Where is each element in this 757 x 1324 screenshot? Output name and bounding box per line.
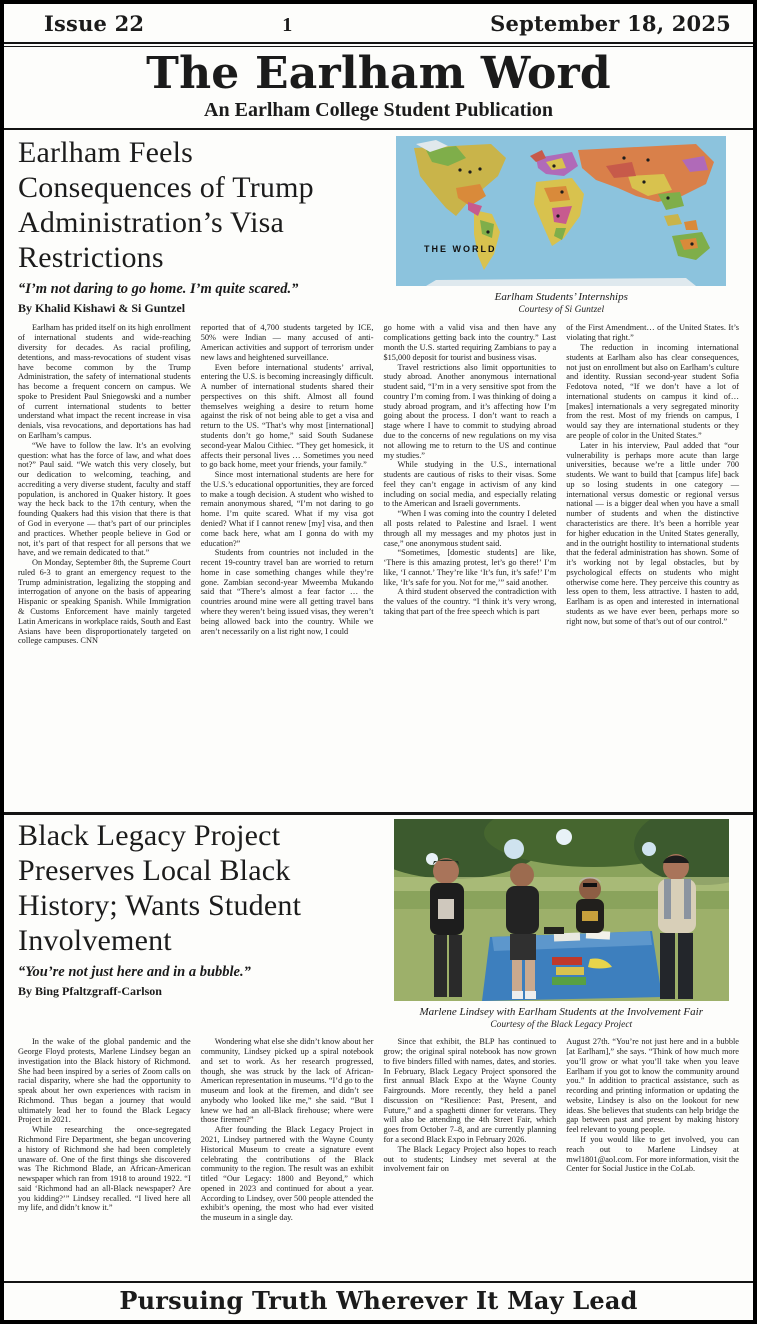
- article-2-figure: [384, 819, 740, 1030]
- publication-subtitle: An Earlham College Student Publication: [204, 99, 553, 122]
- involvement-fair-photo: [394, 819, 729, 1001]
- paragraph: Since most international students are here for the U.S.’s educational opportunities, they are forced to make a tough decision. A student who wished to remain anonymous shared, “I’m not daring to go home. I’m quite scared. What if my visa got denied? What if I cannot renew [my] visa, and then come back here, what am I gonna do with my education?”: [200, 470, 374, 548]
- paragraph: go home with a valid visa and then have any complications getting back into the country.” Last month the U.S. started requiring Zambians to pay a $15,000 deposit for tourist and business visas.: [383, 323, 557, 362]
- paragraph: A third student observed the contradiction with the values of the country. “I think it’s very wrong, taking that part of the free speech which is part: [383, 587, 557, 617]
- paragraph: If you would like to get involved, you can reach out to Marlene Lindsey at mwl1801@aol.com. For more information, visit the Center for Social Justice in the CoLab.: [566, 1135, 739, 1174]
- article-1-figure: [384, 136, 740, 316]
- paragraph: of the First Amendment… of the United States. It’s violating that right.”: [566, 323, 739, 343]
- paragraph: While studying in the U.S., international students are cautious of risks to their visas. Some feel they can’t engage in activism of any kind including on social media, and especially relating to the American and Israeli governments.: [383, 460, 557, 509]
- text-column: [18, 323, 191, 646]
- paragraph: Wondering what else she didn’t know about her community, Lindsey picked up a spiral notebook and set to work. As her research progressed, though, she was struck by the lack of African-American representation in museums. “I’d go to the museum and look at the firemen, and didn’t see anybody who looked like me,” she said. “But I knew we had an all-Black firehouse; where were those firemen?”: [200, 1037, 374, 1125]
- text-column: [384, 323, 557, 646]
- paragraph: “When I was coming into the country I deleted all posts related to Palestine and Israel. I went through all my messages and my photos just in case,” one anonymous student said.: [383, 509, 557, 548]
- text-column: [384, 1037, 557, 1223]
- paragraph: On Monday, September 8th, the Supreme Court ruled 6-3 to grant an emergency request to the Trump administration, legalizing the stopping and interrogation of anyone on the basis of appearing Hispanic or speaking Spanish. While Immigration & Customs Enforcement have mainly targeted Latin Americans in workplace raids, South and East Asians have been disproportionately targeted on college campuses. CNN: [18, 558, 191, 646]
- article-visa-restrictions: [4, 130, 753, 812]
- article-1-grid: [18, 136, 739, 646]
- paragraph: The reduction in incoming international students at Earlham also has clear consequences, not just on enrollment but also on Earlham’s culture and identity. Russian second-year student Sofia Fedotova noted, “If we don’t have a lot of international students on campus it kind of… [makes] internationals a very segregated minority from the rest. Most of my friends on campus, I would say they are international students or they are people of color in the United States.”: [566, 342, 739, 440]
- article-1-headline-block: [18, 136, 374, 316]
- world-map-image: [396, 136, 726, 286]
- publication-title: The Earlham Word: [146, 48, 611, 99]
- paragraph: Students from countries not included in the recent 19-country travel ban are worried to return home in case something changes while they’re gone. Zambian second-year Mweemba Mukando said that “There’s almost a fear factor … the countries around mine were all getting travel bans where they weren’t being issued visas, they weren’t being allowed back into the country. While we aren’t necessarily on a list right now, I could: [200, 548, 374, 636]
- footer-motto: Pursuing Truth Wherever It May Lead: [119, 1286, 638, 1315]
- article-2-headline-block: [18, 819, 374, 1030]
- article-1-pull-quote: “I’m not daring to go home. I’m quite scared.”: [18, 281, 299, 298]
- page-header: [4, 4, 753, 42]
- paragraph: reported that of 4,700 students targeted by ICE, 50% were Indian — many accused of anti-American activities and support of terrorism under new laws and heightened surveillance.: [200, 323, 374, 362]
- paragraph: After founding the Black Legacy Project in 2021, Lindsey partnered with the Wayne County Historical Museum to create a signature event celebrating the contributions of the Black community to the region. The result was an exhibit titled “Our Legacy: 1800 and Beyond,” which opened in 2023 and continued for about a year. According to Lindsey, over 500 people attended the exhibit’s opening, the most who had ever visited the museum in a single day.: [200, 1125, 374, 1223]
- paragraph: Even before international students’ arrival, entering the U.S. is becoming increasingly difficult. A number of international students shared their perspectives on this shift. Almost all found themselves weighing a desire to return home against the risk of not being able to get a visa and return to the US. “That’s why most [international] students don’t go home,” said South Sudanese second-year Malou Cithiec. “They get homesick, it affects their personal lives … Sometimes you need to go back home, meet your friends, your family.”: [200, 362, 374, 470]
- page-footer: [4, 1281, 753, 1320]
- figure-credit: Courtesy of the Black Legacy Project: [490, 1020, 633, 1031]
- masthead: [4, 47, 753, 128]
- text-column: [566, 1037, 739, 1223]
- figure-caption: Earlham Students’ Internships: [494, 291, 628, 304]
- article-1-byline: By Khalid Kishawi & Si Guntzel: [18, 301, 186, 316]
- paragraph: Earlham has prided itself on its high enrollment of international students and wide-reaching diversity for decades. As racial profiling, detentions, and mass-revocations of student visas have become common by the Trump Administration, the safety of international students has become a frequent concern on campus. We spoke to President Paul Sniegowski and a number of current international students to better understand what impact the recent increase in visa denials, visa revocations, and deportations has had on Earlham’s campus.: [18, 323, 191, 440]
- issue-date: September 18, 2025: [490, 11, 731, 36]
- person-3: [576, 877, 604, 933]
- text-column: [18, 1037, 191, 1223]
- page-number: 1: [282, 14, 293, 36]
- issue-number: Issue 22: [44, 11, 145, 36]
- article-2-figcaption: [384, 1006, 740, 1030]
- paragraph: In the wake of the global pandemic and the George Floyd protests, Marlene Lindsey began an investigation into the Black history of Richmond. She had been inspired by a series of Zoom calls on racial disparity, where she had the opportunity to speak about her own experiences with racism in Richmond. Thus began a journey that would ultimately lead her to found the Black Legacy Project in 2021.: [18, 1037, 191, 1125]
- figure-credit: Courtesy of Si Guntzel: [518, 305, 605, 316]
- paragraph: Since that exhibit, the BLP has continued to grow; the original spiral notebook has now grown to five binders filled with names, dates, and stories. In February, Black Legacy Project sponsored the first annual Black Expo at the Wayne County Fairgrounds. More recently, they held a panel discussion on “Resilience: Past, Present, and Future,” and a spaghetti dinner for veterans. They will also be attending the 4th Street Fair, which goes from October 7–8, and are currently planning for a second Black Expo in February 2026.: [383, 1037, 557, 1144]
- text-column: [201, 323, 374, 646]
- article-1-headline: Earlham Feels Consequences of Trump Administration’s Visa Restrictions: [18, 136, 314, 274]
- paragraph: Travel restrictions also limit opportunities to study abroad. Another anonymous international student said, “I’m in a very sensitive spot from the country I’m coming from. I was thinking of doing a study abroad program, and it’s affecting how I’m going about the process. I don’t want to reach a stage where I have to commit to studying abroad due to the concerns of new regulations on my visa not allowing me to return to the US and continue my studies.”: [383, 362, 557, 460]
- article-2-grid: [18, 819, 739, 1223]
- article-black-legacy-project: [4, 815, 753, 1223]
- article-1-figcaption: [384, 291, 740, 315]
- paragraph: Later in his interview, Paul added that “our vulnerability is perhaps more acute than large universities, because we’re a little under 700 students. We want to build that [campus life] back up so losing students in one category — international versus domestic or regional versus national — is a bigger deal when you have a small number of students and when the distinctive characteristics are there. It’s been a horrible year for higher education in the United States generally, and in the outright hostility to international students that the federal administration has shown. Some of it’s working not by legal obstacles, but by psychological effects on students who might otherwise come here. They perceive this country as less open to them, less attractive. I hasten to add, Earlham is as open and interested in international students as we have ever been, perhaps more so right now, but some of that’s out of our control.”: [566, 440, 739, 626]
- paragraph: “Sometimes, [domestic students] are like, ‘There is this amazing protest, let’s go there!’ I’m like, ‘I cannot.’ They’re like ‘It’s fun, it’s safe!’ I’m like, ‘It’s safe for you. Not for me,’” said another.: [383, 548, 557, 587]
- map-label: THE WORLD: [424, 244, 497, 255]
- text-column: [201, 1037, 374, 1223]
- paragraph: August 27th. “You’re not just here and in a bubble [at Earlham],” she says. “Think of how much more you’ll grow or what you’ll take when you leave Earlham if you got to know the community around you.” In addition to practical assistance, such as recording and printing information or updating the website, Lindsey is also on the lookout for new ideas. She believes that students can help bridge the gap between past and present by making history feel relevant to young people.: [566, 1037, 739, 1135]
- figure-caption: Marlene Lindsey with Earlham Students at the Involvement Fair: [419, 1006, 703, 1019]
- text-column: [566, 323, 739, 646]
- article-2-pull-quote: “You’re not just here and in a bubble.”: [18, 964, 251, 981]
- paragraph: “We have to follow the law. It’s an evolving question: what has the force of law, and what does not?” Paul said. “We watch this very closely, but our dedication to welcoming, teaching, and accrediting a very diverse student, faculty and staff population, is anchored in Quaker history. It goes way the heck back to the 17th century, when the founding Quakers had this vision that there is that of God in everyone — that’s part of our principles and practices. Whether people believe in God or not, it’s part of that respect for all persons that we have, and we remain dedicated to that.”: [18, 440, 191, 558]
- paragraph: While researching the once-segregated Richmond Fire Department, she began uncovering a history of Richmond she had been completely unaware of. One of the first things she discovered was The Richmond Blade, an African-American newspaper which ran from 1918 to around 1922. “I said ‘Richmond had an all-Black newspaper? Are you kidding?’” Lindsey recalled. “I lived here all my life, and didn’t know it.”: [18, 1125, 191, 1213]
- paragraph: The Black Legacy Project also hopes to reach out to students; Lindsey met several at the involvement fair on: [383, 1144, 557, 1174]
- article-2-byline: By Bing Pfaltzgraff-Carlson: [18, 984, 162, 999]
- article-2-headline: Black Legacy Project Preserves Local Black History; Wants Student Involvement: [18, 819, 302, 957]
